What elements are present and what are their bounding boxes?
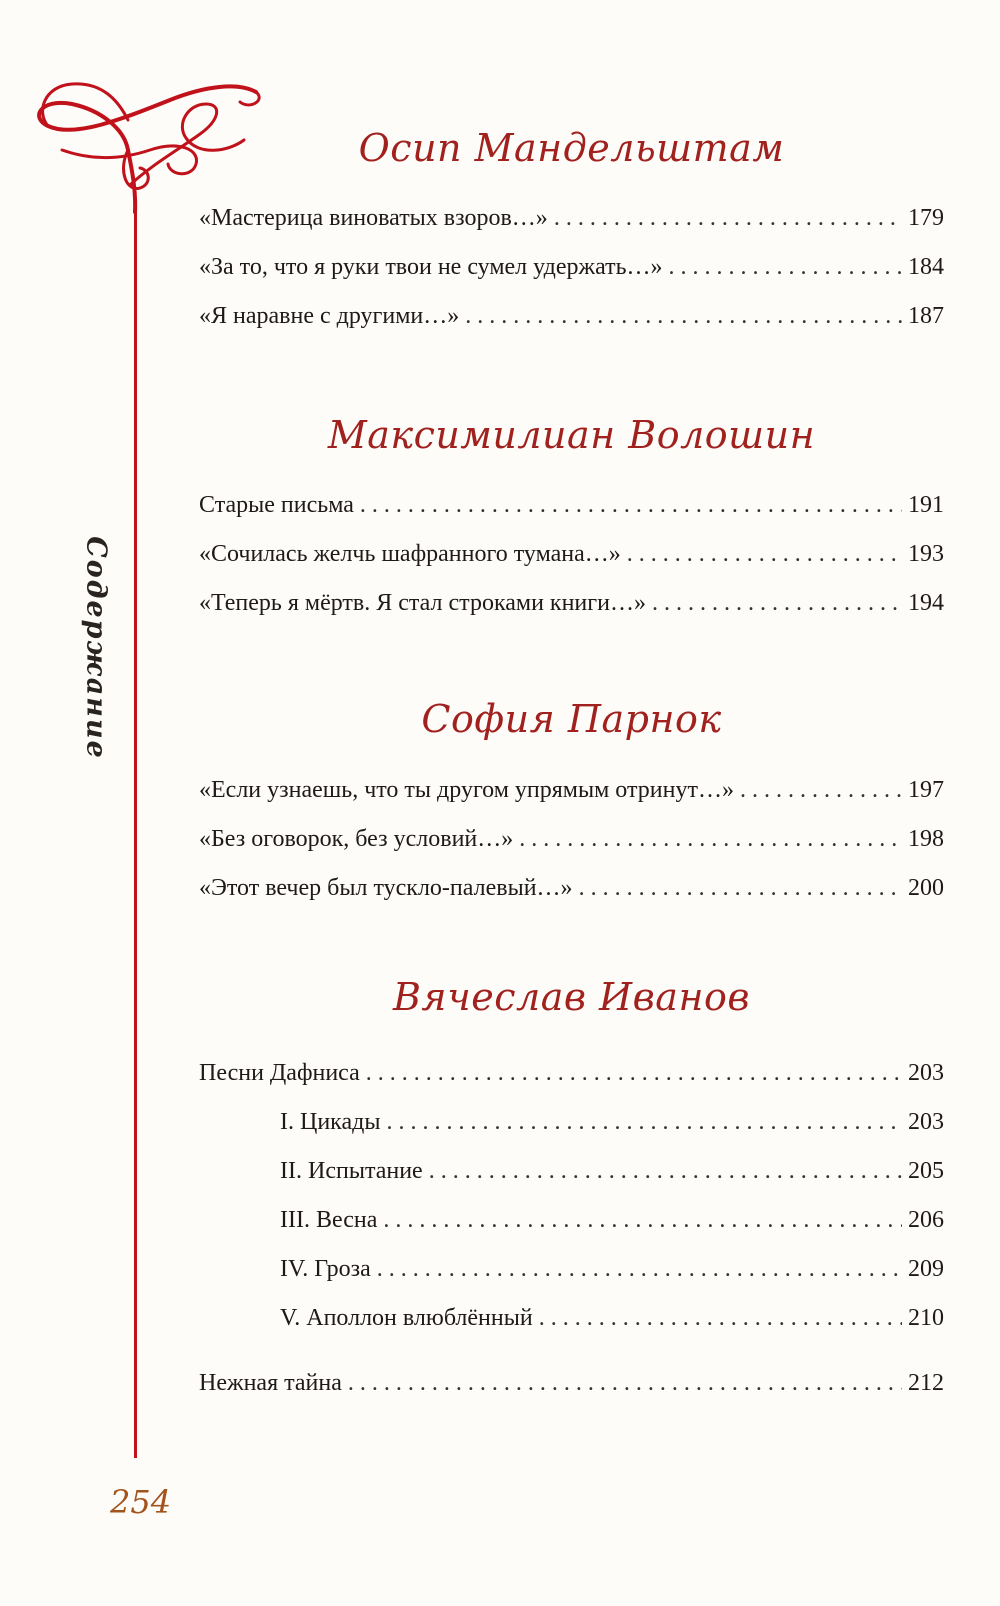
toc-entry[interactable] — [199, 530, 944, 579]
entry-page-number: 197 — [908, 777, 944, 803]
dot-leader — [539, 1294, 902, 1343]
toc-list — [199, 1049, 944, 1408]
toc-subentry[interactable] — [199, 1098, 944, 1147]
page-number: 254 — [110, 1483, 172, 1521]
toc-subentry[interactable] — [199, 1147, 944, 1196]
dot-leader — [383, 1196, 902, 1245]
entry-title: «За то, что я руки твои не сумел удержать…» — [199, 254, 663, 280]
dot-leader — [652, 579, 902, 628]
entry-page-number: 210 — [908, 1305, 944, 1331]
entry-page-number: 203 — [908, 1109, 944, 1135]
author-heading: Вячеслав Иванов — [393, 975, 750, 1019]
dot-leader — [348, 1359, 902, 1408]
entry-title: Песни Дафниса — [199, 1060, 360, 1086]
toc-entry[interactable] — [199, 579, 944, 628]
dot-leader — [669, 243, 902, 292]
entry-page-number: 193 — [908, 541, 944, 567]
entry-title: «Сочилась желчь шафранного тумана…» — [199, 541, 621, 567]
decorative-vertical-line — [134, 210, 137, 1458]
entry-page-number: 203 — [908, 1060, 944, 1086]
entry-title: IV. Гроза — [280, 1256, 371, 1282]
entry-title: V. Аполлон влюблённый — [280, 1305, 533, 1331]
toc-entry[interactable] — [199, 292, 944, 341]
dot-leader — [554, 194, 902, 243]
entry-title: I. Цикады — [280, 1109, 381, 1135]
entry-title: III. Весна — [280, 1207, 378, 1233]
author-heading: Максимилиан Волошин — [327, 413, 816, 457]
toc-section-mandelstam — [199, 117, 944, 341]
toc-entry[interactable] — [199, 194, 944, 243]
dot-leader — [740, 766, 902, 815]
toc-section-parnok — [199, 688, 944, 913]
toc-section-ivanov — [199, 966, 944, 1408]
dot-leader — [366, 1049, 902, 1098]
dot-leader — [627, 530, 902, 579]
entry-title: Старые письма — [199, 492, 354, 518]
entry-page-number: 209 — [908, 1256, 944, 1282]
entry-page-number: 179 — [908, 205, 944, 231]
dot-leader — [377, 1245, 902, 1294]
entry-title: «Мастерица виноватых взоров…» — [199, 205, 548, 231]
toc-entry[interactable] — [199, 815, 944, 864]
toc-entry[interactable] — [199, 864, 944, 913]
entry-title: «Я наравне с другими…» — [199, 303, 460, 329]
entry-page-number: 198 — [908, 826, 944, 852]
dot-leader — [360, 481, 902, 530]
toc-list — [199, 481, 944, 628]
toc-entry[interactable] — [199, 766, 944, 815]
toc-subentry[interactable] — [199, 1245, 944, 1294]
toc-entry[interactable] — [199, 243, 944, 292]
toc-list — [199, 766, 944, 913]
entry-page-number: 200 — [908, 875, 944, 901]
entry-page-number: 212 — [908, 1370, 944, 1396]
author-heading: Осип Мандельштам — [358, 126, 785, 170]
toc-section-voloshin — [199, 404, 944, 628]
entry-page-number: 194 — [908, 590, 944, 616]
toc-entry[interactable] — [199, 1359, 944, 1408]
entry-page-number: 184 — [908, 254, 944, 280]
toc-entry[interactable] — [199, 1049, 944, 1098]
entry-page-number: 187 — [908, 303, 944, 329]
toc-subentry[interactable] — [199, 1196, 944, 1245]
toc-subentry[interactable] — [199, 1294, 944, 1343]
toc-entry[interactable] — [199, 481, 944, 530]
dot-leader — [465, 292, 902, 341]
dot-leader — [386, 1098, 902, 1147]
running-title: Содержание — [80, 536, 112, 760]
entry-page-number: 206 — [908, 1207, 944, 1233]
entry-title: «Без оговорок, без условий…» — [199, 826, 514, 852]
entry-page-number: 205 — [908, 1158, 944, 1184]
entry-page-number: 191 — [908, 492, 944, 518]
dot-leader — [429, 1147, 902, 1196]
entry-title: «Если узнаешь, что ты другом упрямым отринут…» — [199, 777, 734, 803]
entry-title: Нежная тайна — [199, 1370, 342, 1396]
author-heading: София Парнок — [421, 697, 722, 741]
entry-title: «Теперь я мёртв. Я стал строками книги…» — [199, 590, 646, 616]
dot-leader — [579, 864, 902, 913]
entry-title: II. Испытание — [280, 1158, 423, 1184]
entry-title: «Этот вечер был тускло-палевый…» — [199, 875, 573, 901]
dot-leader — [519, 815, 902, 864]
toc-list — [199, 194, 944, 341]
